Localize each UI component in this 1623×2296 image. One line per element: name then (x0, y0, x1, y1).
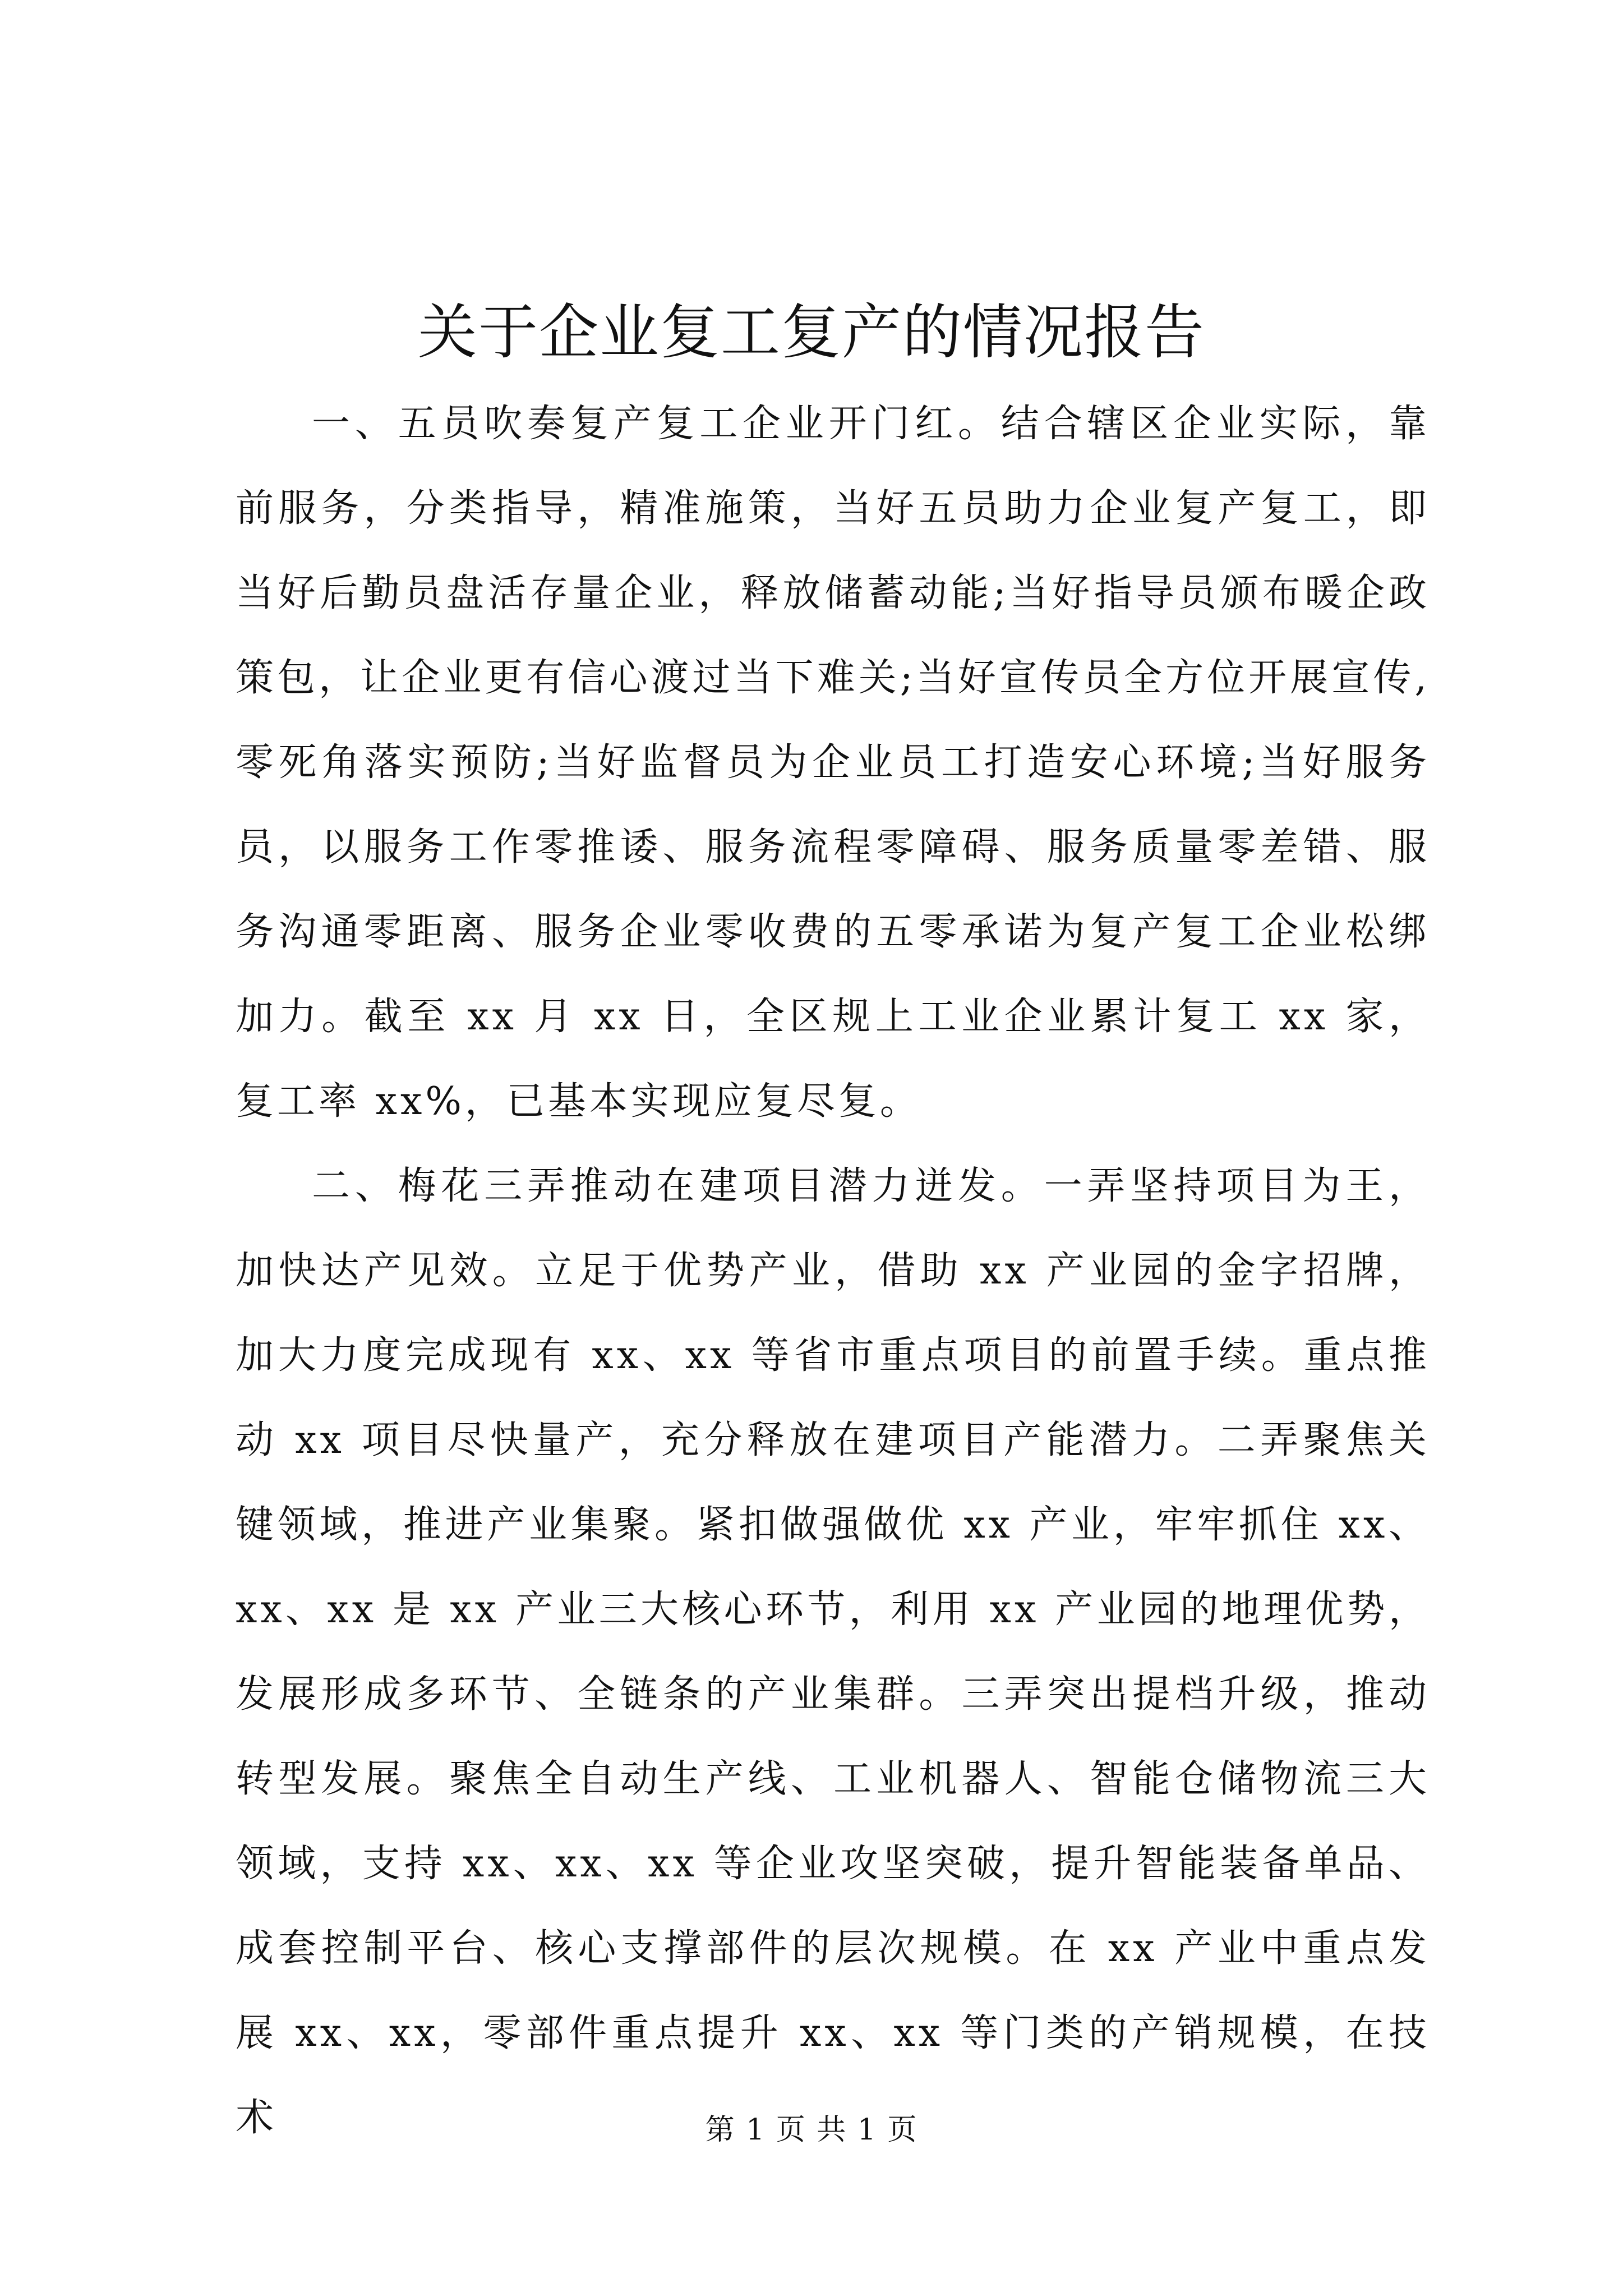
page-footer: 第 1 页 共 1 页 (705, 2113, 918, 2147)
document-body (236, 381, 1430, 2160)
paragraph-1: 一、五员吹奏复产复工企业开门红。结合辖区企业实际，靠前服务，分类指导，精准施策，当好五员助力企业复产复工，即当好后勤员盘活存量企业，释放储蓄动能;当好指导员颁布暖企政策包，让企业更有信心渡过当下难关;当好宣传员全方位开展宣传,零死角落实预防;当好监督员为企业员工打造安心环境;当好服务员，以服务工作零推诿、服务流程零障碍、服务质量零差错、服务沟通零距离、服务企业零收费的五零承诺为复产复工企业松绑加力。截至 xx 月 xx 日，全区规上工业企业累计复工 xx 家，复工率 xx%，已基本实现应复尽复。 (236, 402, 1430, 1124)
document-title: 关于企业复工复产的情况报告 (418, 298, 1205, 367)
paragraph-2: 二、梅花三弄推动在建项目潜力迸发。一弄坚持项目为王，加快达产见效。立足于优势产业，借助 xx 产业园的金字招牌，加大力度完成现有 xx、xx 等省市重点项目的前置手续。重点推动 xx 项目尽快量产，充分释放在建项目产能潜力。二弄聚焦关键领域，推进产业集聚。紧扣做强做优 xx 产业，牢牢抓住 xx、xx、xx 是 xx 产业三大核心环节，利用 xx 产业园的地理优势，发展形成多环节、全链条的产业集群。三弄突出提档升级，推动转型发展。聚焦全自动生产线、工业机器人、智能仓储物流三大领域，支持 xx、xx、xx 等企业攻坚突破，提升智能装备单品、成套控制平台、核心支撑部件的层次规模。在 xx 产业中重点发展 xx、xx，零部件重点提升 xx、xx 等门类的产销规模，在技术 (236, 1164, 1430, 2140)
